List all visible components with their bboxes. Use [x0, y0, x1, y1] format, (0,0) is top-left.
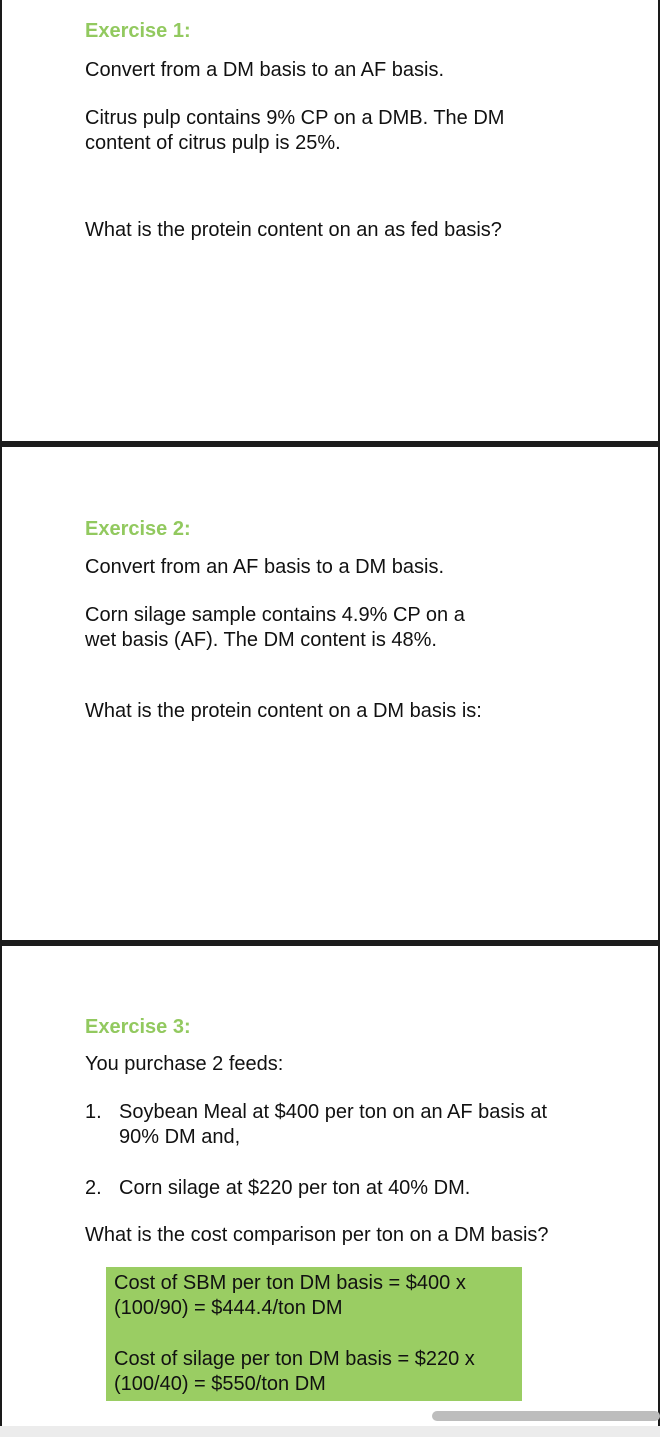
feed-list-number: 2. [85, 1177, 102, 1199]
feed-list-text [119, 1100, 547, 1150]
feed-list-line: Corn silage at $220 per ton at 40% DM. [119, 1177, 471, 1199]
feed-list-line: 90% DM and, [119, 1126, 241, 1148]
answer-line: (100/90) = $444.4/ton DM [114, 1297, 343, 1319]
exercise-2-problem [85, 603, 465, 653]
bottom-bar [0, 1426, 660, 1437]
feed-list-number: 1. [85, 1101, 102, 1123]
exercise-1-problem-line: content of citrus pulp is 25%. [85, 132, 341, 154]
exercise-1-subtitle: Convert from a DM basis to an AF basis. [85, 59, 445, 81]
exercise-2-problem-line: wet basis (AF). The DM content is 48%. [85, 629, 437, 651]
answer-line: (100/40) = $550/ton DM [114, 1373, 326, 1395]
exercise-1-problem-line: Citrus pulp contains 9% CP on a DMB. The DM [85, 107, 505, 129]
exercise-2-problem-line: Corn silage sample contains 4.9% CP on a [85, 604, 465, 626]
exercise-1-question: What is the protein content on an as fed basis? [85, 219, 502, 241]
feed-list-line: Soybean Meal at $400 per ton on an AF basis at [119, 1101, 548, 1123]
exercise-3-intro: You purchase 2 feeds: [85, 1053, 284, 1075]
answer-box [106, 1267, 522, 1401]
exercise-1-problem [85, 106, 504, 156]
exercise-2-title: Exercise 2: [85, 518, 191, 540]
exercise-2-question: What is the protein content on a DM basis is: [85, 700, 482, 722]
exercise-1-title: Exercise 1: [85, 20, 191, 42]
feed-list-text [119, 1176, 470, 1201]
silage-cost-answer [114, 1347, 514, 1397]
exercise-3-title: Exercise 3: [85, 1016, 191, 1038]
slide-exercise-3 [0, 946, 660, 1426]
slide-exercise-1 [0, 0, 660, 441]
exercise-2-subtitle: Convert from an AF basis to a DM basis. [85, 556, 445, 578]
answer-line: Cost of silage per ton DM basis = $220 x [114, 1348, 475, 1370]
slide-exercise-2 [0, 447, 660, 940]
exercise-3-question: What is the cost comparison per ton on a DM basis? [85, 1224, 549, 1246]
answer-line: Cost of SBM per ton DM basis = $400 x [114, 1272, 466, 1294]
horizontal-scrollbar[interactable] [432, 1411, 660, 1421]
sbm-cost-answer [114, 1271, 514, 1321]
